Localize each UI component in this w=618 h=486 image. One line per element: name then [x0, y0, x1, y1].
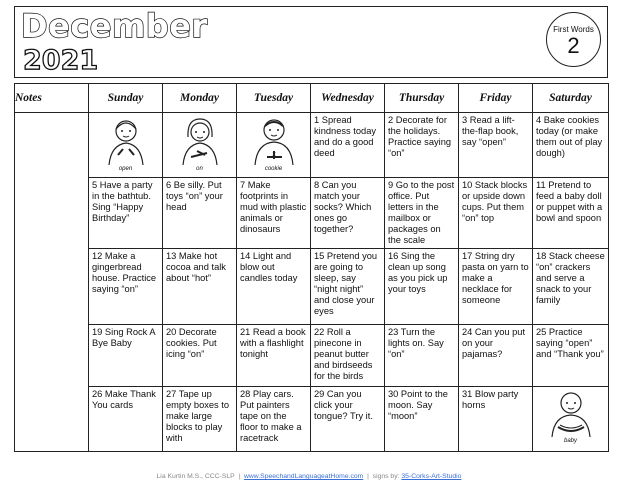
day-monday: Monday [163, 84, 237, 113]
footer-separator: | [238, 473, 241, 480]
day-cell: 24 Can you put on your pajamas? [459, 325, 533, 387]
day-cell: 23 Turn the lights on. Say “on” [385, 325, 459, 387]
day-cell: 27 Tape up empty boxes to make large blocks to play with [163, 387, 237, 452]
day-cell: 2 Decorate for the holidays. Practice saying “on” [385, 113, 459, 178]
sign-caption: on [196, 166, 203, 172]
week-row [15, 325, 609, 387]
day-cell: 3 Read a lift-the-flap book, say “open” [459, 113, 533, 178]
day-sunday: Sunday [89, 84, 163, 113]
day-cell [533, 387, 609, 452]
day-cell: 17 String dry pasta on yarn to make a necklace for someone [459, 249, 533, 325]
day-cell: 6 Be silly. Put toys “on” your head [163, 178, 237, 249]
sign-cookie-icon [249, 115, 299, 167]
day-cell: 16 Sing the clean up song as you pick up your toys [385, 249, 459, 325]
footer-author: Lia Kurtin M.S., CCC-SLP [156, 473, 235, 480]
day-cell: 18 Stack cheese “on” crackers and serve a snack to your family [533, 249, 609, 325]
calendar-grid [14, 83, 609, 452]
day-cell: 14 Light and blow out candles today [237, 249, 311, 325]
footer-signs-label: signs by: [372, 473, 400, 480]
day-friday: Friday [459, 84, 533, 113]
week-row [15, 387, 609, 452]
day-cell: 9 Go to the post office. Put letters in the mailbox or packages on the scale [385, 178, 459, 249]
day-tuesday: Tuesday [237, 84, 311, 113]
sign-caption: cookie [264, 166, 283, 172]
day-cell: 15 Pretend you are going to sleep, say “night night” and close your eyes [311, 249, 385, 325]
day-cell: 4 Bake cookies today (or make them out of play dough) [533, 113, 609, 178]
day-cell: 11 Pretend to feed a baby doll or puppet with a bowl and spoon [533, 178, 609, 249]
day-cell: 30 Point to the moon. Say “moon” [385, 387, 459, 452]
notes-area [15, 113, 89, 452]
sign-caption: open [118, 166, 133, 172]
day-cell [163, 113, 237, 178]
day-cell: 12 Make a gingerbread house. Practice saying “on” [89, 249, 163, 325]
footer-separator: | [367, 473, 369, 480]
day-cell: 22 Roll a pinecone in peanut butter and birdseeds for the birds [311, 325, 385, 387]
year-title: 2021 [23, 45, 99, 76]
day-cell: 1 Spread kindness today and do a good deed [311, 113, 385, 178]
svg-text:2: 2 [271, 152, 276, 158]
day-header-row [15, 84, 609, 113]
notes-label: Notes [15, 84, 89, 113]
day-cell: 29 Can you click your tongue? Try it. [311, 387, 385, 452]
day-cell: 20 Decorate cookies. Put icing “on” [163, 325, 237, 387]
day-cell: 5 Have a party in the bathtub. Sing “Happy Birthday” [89, 178, 163, 249]
first-words-badge [546, 12, 601, 67]
badge-label: First Words [553, 25, 594, 34]
day-cell: 28 Play cars. Put painters tape on the floor to make a racetrack [237, 387, 311, 452]
sign-open-icon [101, 115, 151, 167]
day-cell: 19 Sing Rock A Bye Baby [89, 325, 163, 387]
week-row [15, 113, 609, 178]
footer-signs-link[interactable]: 35-Corks-Art-Studio [401, 473, 462, 480]
day-cell: 7 Make footprints in mud with plastic animals or dinosaurs [237, 178, 311, 249]
footer-site-link[interactable]: www.SpeechandLanguageatHome.com [243, 473, 364, 480]
footer [0, 473, 618, 480]
sign-caption: baby [563, 438, 577, 444]
month-title: December [21, 7, 208, 45]
day-saturday: Saturday [533, 84, 609, 113]
day-cell: 8 Can you match your socks? Which ones go together? [311, 178, 385, 249]
day-cell: 13 Make hot cocoa and talk about “hot” [163, 249, 237, 325]
day-cell: 10 Stack blocks or upside down cups. Put them “on” top [459, 178, 533, 249]
sign-on-icon [175, 115, 225, 167]
day-cell: 26 Make Thank You cards [89, 387, 163, 452]
calendar-header [14, 6, 608, 78]
week-row [15, 249, 609, 325]
week-row [15, 178, 609, 249]
day-thursday: Thursday [385, 84, 459, 113]
day-cell [237, 113, 311, 178]
day-cell [89, 113, 163, 178]
day-cell: 31 Blow party horns [459, 387, 533, 452]
badge-number: 2 [567, 33, 580, 58]
day-cell: 25 Practice saying “open” and “Thank you” [533, 325, 609, 387]
day-wednesday: Wednesday [311, 84, 385, 113]
sign-baby-icon [546, 389, 596, 439]
day-cell: 21 Read a book with a flashlight tonight [237, 325, 311, 387]
